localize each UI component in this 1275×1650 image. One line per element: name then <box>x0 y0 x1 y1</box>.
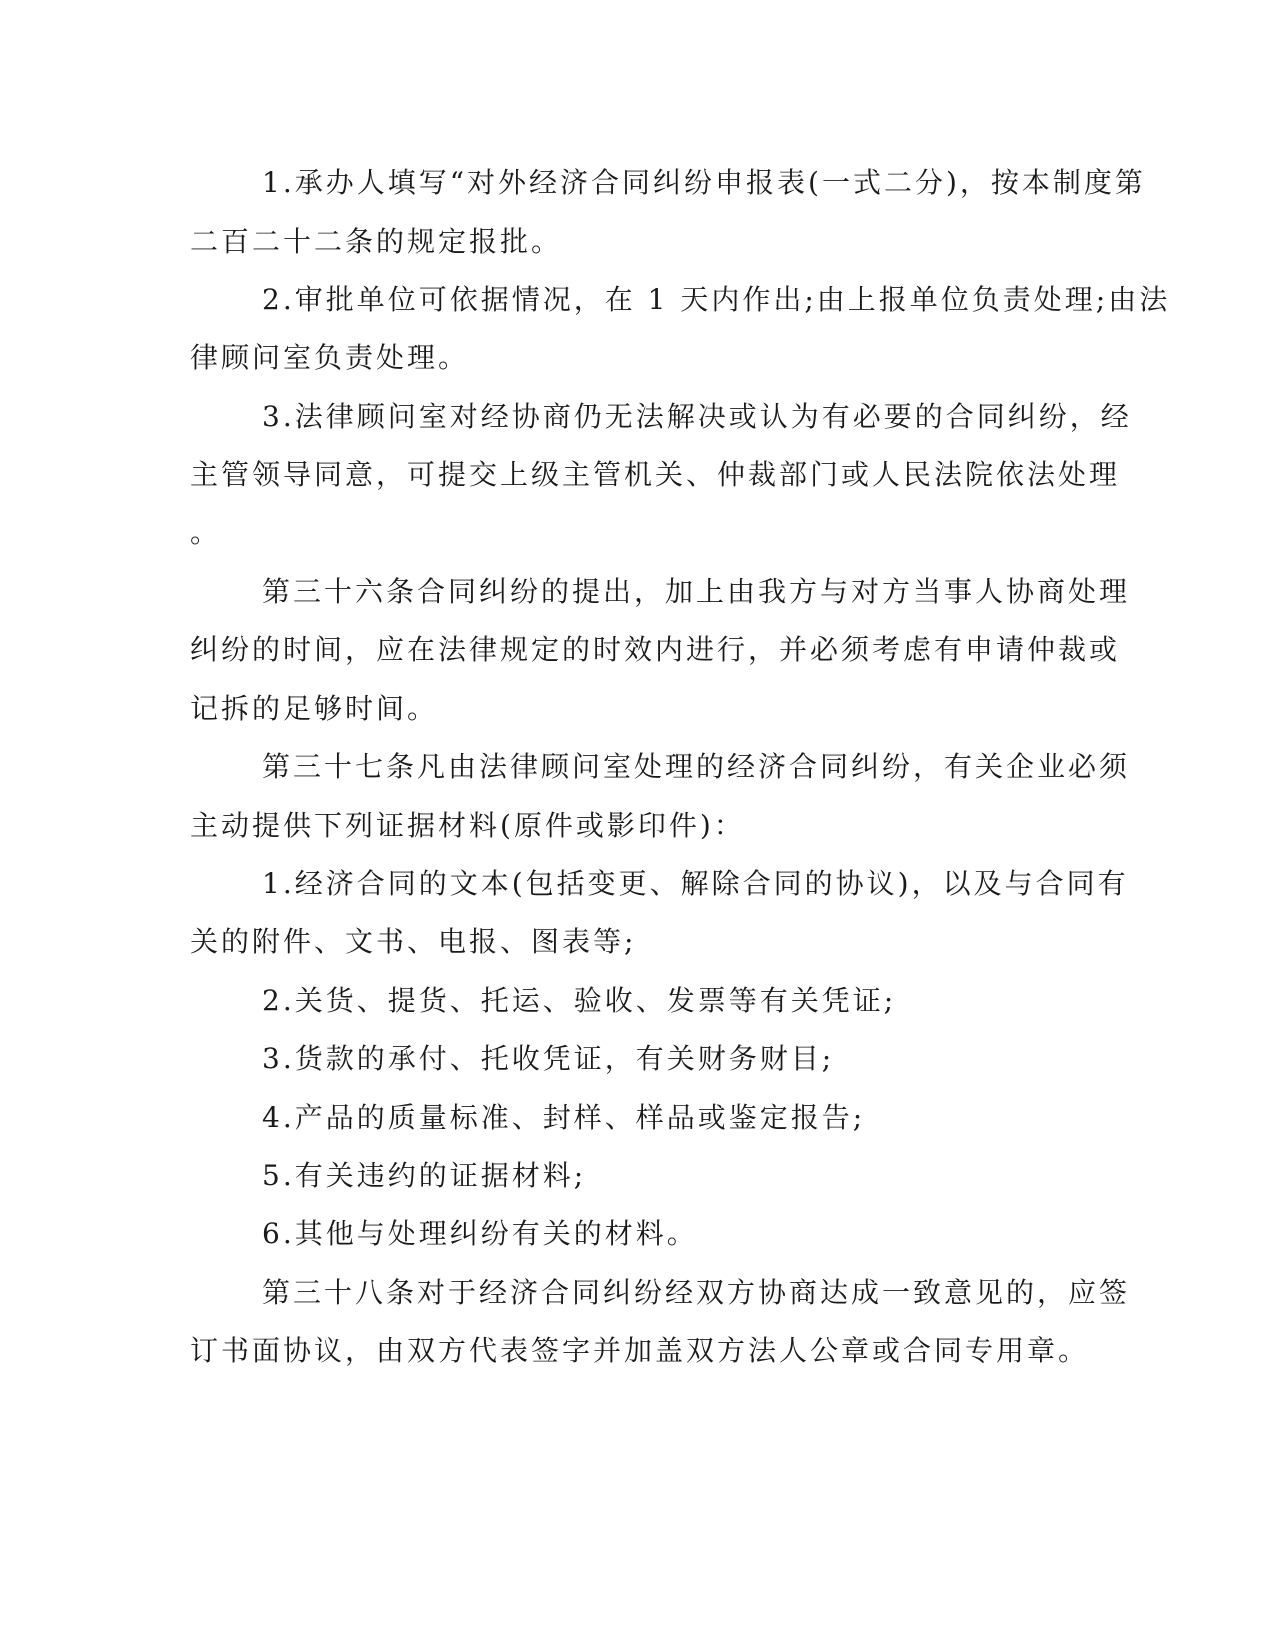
text-line: 关的附件、文书、电报、图表等; <box>190 925 637 958</box>
text-line: 订书面协议，由双方代表签字并加盖双方法人公章或合同专用章。 <box>190 1334 1090 1367</box>
text-line: 4.产品的质量标准、封样、样品或鉴定报告; <box>262 1101 866 1134</box>
text-line: 。 <box>190 516 222 549</box>
text-line: 1.经济合同的文本(包括变更、解除合同的协议)，以及与合同有 <box>262 867 1129 900</box>
text-line: 6.其他与处理纠纷有关的材料。 <box>262 1217 698 1250</box>
text-line: 第三十八条对于经济合同纠纷经双方协商达成一致意见的，应签 <box>262 1276 1131 1309</box>
text-line: 1.承办人填写“对外经济合同纠纷申报表(一式二分)，按本制度第 <box>262 166 1146 199</box>
text-line: 3.货款的承付、托收凭证，有关财务财目; <box>262 1042 835 1075</box>
text-line: 记拆的足够时间。 <box>190 692 439 725</box>
text-line: 5.有关违约的证据材料; <box>262 1159 587 1192</box>
text-line: 2.审批单位可依据情况，在 1 天内作出;由上报单位负责处理;由法 <box>262 283 1171 316</box>
text-line: 2.关货、提货、托运、验收、发票等有关凭证; <box>262 984 897 1017</box>
text-line: 主管领导同意，可提交上级主管机关、仲裁部门或人民法院依法处理 <box>190 458 1121 491</box>
text-line: 3.法律顾问室对经协商仍无法解决或认为有必要的合同纠纷，经 <box>262 400 1132 433</box>
text-line: 第三十六条合同纠纷的提出，加上由我方与对方当事人协商处理 <box>262 575 1131 608</box>
text-line: 主动提供下列证据材料(原件或影印件)： <box>190 809 745 842</box>
text-line: 纠纷的时间，应在法律规定的时效内进行，并必须考虑有申请仲裁或 <box>190 633 1121 666</box>
text-line: 第三十七条凡由法律顾问室处理的经济合同纠纷，有关企业必须 <box>262 750 1131 783</box>
text-line: 律顾问室负责处理。 <box>190 341 470 374</box>
text-line: 二百二十二条的规定报批。 <box>190 225 563 258</box>
